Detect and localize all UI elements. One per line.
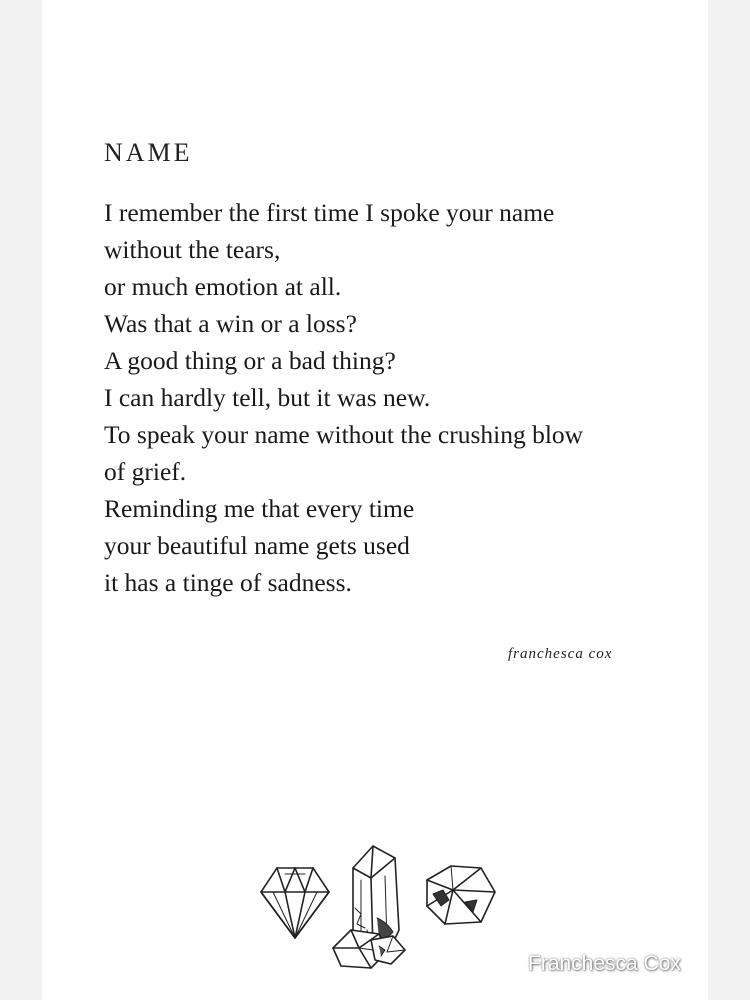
- diamond-icon: [261, 868, 329, 938]
- poem-line: without the tears,: [104, 235, 281, 264]
- poem-signature: franchesca cox: [508, 646, 613, 662]
- crystals-icon: [255, 838, 500, 973]
- poem-line: Reminding me that every time: [104, 494, 415, 523]
- poem-title: NAME: [104, 138, 193, 167]
- faceted-gem-icon: [427, 866, 495, 924]
- poem-body: [104, 194, 684, 601]
- poem-line: it has a tinge of sadness.: [104, 568, 352, 597]
- poem-line: I can hardly tell, but it was new.: [104, 383, 431, 412]
- watermark: Franchesca Cox: [528, 952, 681, 975]
- poem-line: or much emotion at all.: [104, 272, 342, 301]
- poem-line: your beautiful name gets used: [104, 531, 410, 560]
- poem-line: To speak your name without the crushing blow: [104, 420, 584, 449]
- poem-line: Was that a win or a loss?: [104, 309, 357, 338]
- poem-line: I remember the first time I spoke your name: [104, 198, 555, 227]
- poem-line: A good thing or a bad thing?: [104, 346, 396, 375]
- poem-line: of grief.: [104, 457, 187, 486]
